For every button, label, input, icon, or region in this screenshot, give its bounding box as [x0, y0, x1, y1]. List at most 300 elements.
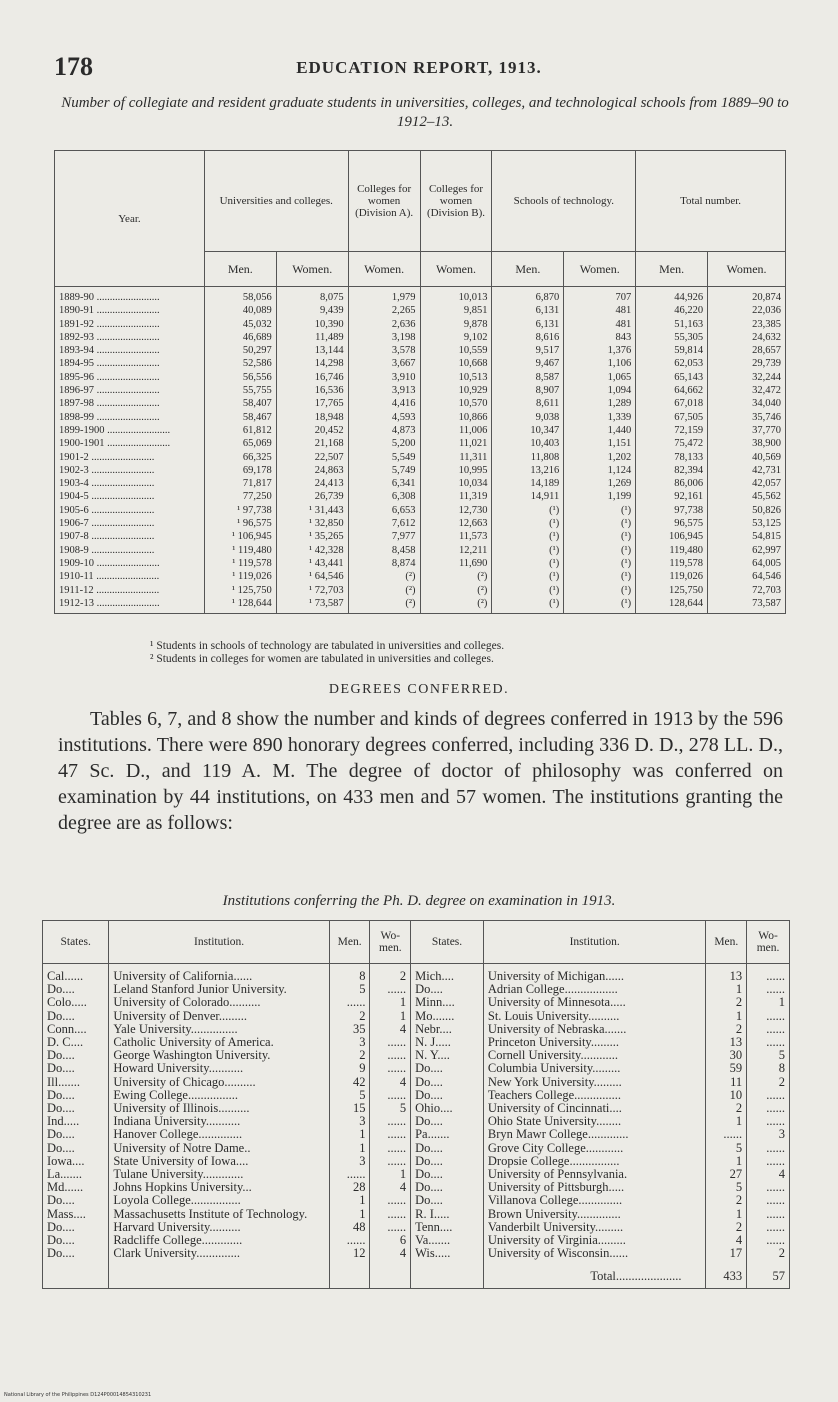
list-item: Do....: [47, 1102, 75, 1116]
phd-table: [42, 920, 790, 1289]
total-men-cell: 119,026: [636, 570, 708, 583]
univ-women-cell: 16,536: [276, 384, 348, 397]
colleges-a-women-cell: 2,265: [348, 304, 420, 317]
univ-women-cell: 22,507: [276, 451, 348, 464]
total-women-cell: 40,569: [708, 451, 786, 464]
list-item: University of Minnesota.....: [487, 996, 626, 1010]
list-item: Hanover College..............: [113, 1128, 243, 1142]
col-colleges-b: Colleges for women (Division B).: [420, 151, 492, 252]
list-item: Ohio State University........: [487, 1115, 622, 1129]
list-item: 13: [729, 970, 743, 983]
col-men: Men.: [329, 921, 370, 964]
total-men-cell: 92,161: [636, 490, 708, 503]
list-item: Harvard University..........: [113, 1220, 241, 1234]
list-item: 5: [399, 1102, 407, 1116]
tech-men-cell: (¹): [492, 597, 564, 614]
col-women: Women.: [276, 252, 348, 287]
tech-men-cell: (¹): [492, 544, 564, 557]
col-tech: Schools of technology.: [492, 151, 636, 252]
col-women: Women.: [348, 252, 420, 287]
univ-women-cell: 14,298: [276, 357, 348, 370]
univ-women-cell: ¹ 72,703: [276, 584, 348, 597]
univ-women-cell: 16,746: [276, 371, 348, 384]
list-item: 1: [359, 1128, 366, 1142]
list-item: Ill.......: [47, 1075, 80, 1089]
univ-women-cell: ¹ 42,328: [276, 544, 348, 557]
year-cell: 1912-13 ........................: [55, 597, 205, 614]
phd-table-row: [43, 964, 790, 1289]
list-item: Do....: [415, 1168, 443, 1182]
tech-men-cell: 9,467: [492, 357, 564, 370]
list-item: Johns Hopkins University...: [113, 1181, 252, 1195]
list-item: ......: [766, 970, 785, 983]
list-item: Do....: [47, 1220, 75, 1234]
list-item: Teachers College...............: [487, 1088, 621, 1102]
colleges-a-women-cell: 3,198: [348, 331, 420, 344]
list-item: 4: [778, 1168, 785, 1182]
list-item: 2: [735, 1194, 743, 1208]
col-women: Women.: [420, 252, 492, 287]
col-institution: Institution.: [109, 921, 329, 964]
univ-women-cell: 26,739: [276, 490, 348, 503]
list-item: 2: [778, 1247, 785, 1261]
year-cell: 1905-6 ........................: [55, 504, 205, 517]
list-item: Cornell University............: [487, 1049, 618, 1063]
left-women-cell: [370, 964, 411, 1289]
list-item: Do....: [47, 1049, 75, 1063]
right-institution-cell: [483, 964, 706, 1289]
table-row: [55, 477, 786, 490]
table-row: [55, 570, 786, 583]
univ-men-cell: 46,689: [204, 331, 276, 344]
total-women-cell: 42,057: [708, 477, 786, 490]
list-item: Columbia University.........: [487, 1062, 621, 1076]
list-item: Ewing College................: [113, 1088, 238, 1102]
list-item: ......: [766, 1154, 785, 1168]
list-item: Do....: [415, 1075, 443, 1089]
colleges-a-women-cell: 5,200: [348, 437, 420, 450]
tech-women-cell: 1,106: [564, 357, 636, 370]
list-item: State University of Iowa....: [113, 1154, 249, 1168]
list-item: Bryn Mawr College.............: [487, 1128, 629, 1142]
colleges-b-women-cell: (²): [420, 570, 492, 583]
list-item: ......: [766, 1088, 785, 1102]
list-item: ......: [387, 1128, 407, 1142]
colleges-a-women-cell: 5,549: [348, 451, 420, 464]
list-item: 1: [399, 1168, 407, 1182]
table-row: [55, 344, 786, 357]
colleges-b-women-cell: 10,570: [420, 397, 492, 410]
list-item: 1: [359, 1194, 366, 1208]
tech-women-cell: 1,440: [564, 424, 636, 437]
list-item: Do....: [415, 1088, 443, 1102]
tech-men-cell: 14,189: [492, 477, 564, 490]
univ-men-cell: 52,586: [204, 357, 276, 370]
total-women-cell: 22,036: [708, 304, 786, 317]
tech-women-cell: 1,339: [564, 411, 636, 424]
col-men: Men.: [204, 252, 276, 287]
spacer: [415, 1270, 479, 1283]
list-item: ......: [346, 996, 366, 1010]
list-item: La.......: [47, 1168, 83, 1182]
colleges-b-women-cell: 11,690: [420, 557, 492, 570]
table-row: [55, 584, 786, 597]
list-item: Adrian College.................: [487, 983, 618, 997]
year-cell: 1889-90 ........................: [55, 287, 205, 305]
list-item: University of Cincinnati....: [487, 1102, 622, 1116]
list-item: 28: [352, 1181, 366, 1195]
colleges-a-women-cell: 4,416: [348, 397, 420, 410]
univ-women-cell: 13,144: [276, 344, 348, 357]
list-item: Brown University..............: [487, 1207, 621, 1221]
total-women-cell: 34,040: [708, 397, 786, 410]
table-row: [55, 530, 786, 543]
list-item: Radcliffe College.............: [113, 1234, 243, 1248]
list-item: 2: [359, 1009, 366, 1023]
total-women: 57: [772, 1270, 785, 1284]
tech-men-cell: (¹): [492, 570, 564, 583]
list-item: Do....: [415, 1154, 443, 1168]
col-colleges-a: Colleges for women (Division A).: [348, 151, 420, 252]
tech-men-cell: 8,611: [492, 397, 564, 410]
tech-men-cell: (¹): [492, 504, 564, 517]
list-item: Do....: [47, 1247, 75, 1261]
tech-women-cell: 1,202: [564, 451, 636, 464]
colleges-a-women-cell: 3,578: [348, 344, 420, 357]
list-item: 2: [359, 1049, 366, 1063]
univ-women-cell: ¹ 64,546: [276, 570, 348, 583]
list-item: 8: [778, 1062, 785, 1076]
list-item: R. I.....: [415, 1207, 450, 1221]
tech-women-cell: 1,151: [564, 437, 636, 450]
list-item: University of Denver.........: [113, 1009, 247, 1023]
colleges-a-women-cell: 2,636: [348, 318, 420, 331]
list-item: Do....: [415, 1181, 443, 1195]
total-men-cell: 67,018: [636, 397, 708, 410]
list-item: ......: [387, 1194, 407, 1208]
total-women-cell: 24,632: [708, 331, 786, 344]
univ-men-cell: ¹ 106,945: [204, 530, 276, 543]
univ-men-cell: ¹ 119,026: [204, 570, 276, 583]
tech-women-cell: 1,289: [564, 397, 636, 410]
tech-women-cell: 1,269: [564, 477, 636, 490]
total-men: 433: [723, 1270, 743, 1284]
list-item: Ohio....: [415, 1102, 453, 1116]
tech-men-cell: 9,038: [492, 411, 564, 424]
colleges-a-women-cell: (²): [348, 597, 420, 614]
col-universities: Universities and colleges.: [204, 151, 348, 252]
total-women-cell: 32,472: [708, 384, 786, 397]
list-item: 1: [359, 1141, 366, 1155]
colleges-b-women-cell: 10,668: [420, 357, 492, 370]
tech-men-cell: 11,808: [492, 451, 564, 464]
list-item: 1: [359, 1207, 366, 1221]
year-cell: 1904-5 ........................: [55, 490, 205, 503]
list-item: 3: [778, 1128, 785, 1142]
univ-women-cell: 8,075: [276, 287, 348, 305]
list-item: ......: [387, 1115, 407, 1129]
colleges-b-women-cell: 9,878: [420, 318, 492, 331]
tech-women-cell: 481: [564, 318, 636, 331]
list-item: ......: [766, 1141, 785, 1155]
list-item: Do....: [47, 1194, 75, 1208]
total-men-cell: 65,143: [636, 371, 708, 384]
list-item: 4: [399, 1022, 407, 1036]
list-item: University of Illinois..........: [113, 1102, 250, 1116]
tech-men-cell: 14,911: [492, 490, 564, 503]
univ-women-cell: 17,765: [276, 397, 348, 410]
total-men-cell: 75,472: [636, 437, 708, 450]
total-women-cell: 50,826: [708, 504, 786, 517]
tech-women-cell: (¹): [564, 570, 636, 583]
total-men-cell: 86,006: [636, 477, 708, 490]
list-item: 13: [729, 1036, 743, 1050]
colleges-a-women-cell: 4,593: [348, 411, 420, 424]
table2-caption: Institutions conferring the Ph. D. degree on examination in 1913.: [222, 893, 616, 909]
tech-men-cell: 10,347: [492, 424, 564, 437]
list-item: ......: [766, 1181, 785, 1195]
tech-women-cell: 843: [564, 331, 636, 344]
colleges-a-women-cell: 7,612: [348, 517, 420, 530]
colleges-b-women-cell: (²): [420, 597, 492, 614]
list-item: 5: [735, 1141, 743, 1155]
total-women-cell: 64,546: [708, 570, 786, 583]
tech-women-cell: (¹): [564, 504, 636, 517]
univ-men-cell: 71,817: [204, 477, 276, 490]
colleges-a-women-cell: (²): [348, 570, 420, 583]
right-states-cell: [411, 964, 484, 1289]
col-states: States.: [43, 921, 109, 964]
list-item: 59: [729, 1062, 743, 1076]
list-item: Cal......: [47, 970, 84, 983]
univ-men-cell: 66,325: [204, 451, 276, 464]
section-paragraph: Tables 6, 7, and 8 show the number and kinds of degrees conferred in 1913 by the 596 institutions. There were 890 honorary degrees conferred, including 336 D. D., 278 LL. D., 47 Sc. D., and 119 A. M. The degree of doctor of philosophy was conferred on examination by 44 institutions, on 433 men and 57 women. The institutions granting the degree are as follows:: [58, 708, 783, 834]
year-cell: 1901-2 ........................: [55, 451, 205, 464]
univ-men-cell: ¹ 119,578: [204, 557, 276, 570]
table-row: [55, 331, 786, 344]
univ-men-cell: 61,812: [204, 424, 276, 437]
list-item: ......: [766, 1207, 785, 1221]
tech-men-cell: (¹): [492, 530, 564, 543]
total-women-cell: 62,997: [708, 544, 786, 557]
list-item: 5: [735, 1181, 743, 1195]
univ-men-cell: 56,556: [204, 371, 276, 384]
table-row: [55, 437, 786, 450]
list-item: 2: [735, 996, 743, 1010]
total-men-cell: 106,945: [636, 530, 708, 543]
tech-men-cell: 13,216: [492, 464, 564, 477]
univ-men-cell: 55,755: [204, 384, 276, 397]
list-item: Va.......: [415, 1234, 451, 1248]
tech-men-cell: 8,907: [492, 384, 564, 397]
univ-men-cell: 58,407: [204, 397, 276, 410]
col-women: Women.: [708, 252, 786, 287]
tech-men-cell: 8,587: [492, 371, 564, 384]
colleges-a-women-cell: 6,653: [348, 504, 420, 517]
tech-women-cell: 1,094: [564, 384, 636, 397]
col-year: Year.: [55, 151, 205, 287]
table-row: [55, 557, 786, 570]
list-item: Mich....: [415, 970, 454, 983]
list-item: Tulane University.............: [113, 1168, 244, 1182]
total-men-cell: 64,662: [636, 384, 708, 397]
right-women-cell: [747, 964, 790, 1289]
total-men-cell: 128,644: [636, 597, 708, 614]
list-item: University of Notre Dame..: [113, 1141, 251, 1155]
list-item: University of Pittsburgh.....: [487, 1181, 625, 1195]
list-item: Md......: [47, 1181, 84, 1195]
list-item: 30: [729, 1049, 743, 1063]
list-item: ......: [387, 1036, 407, 1050]
total-women-cell: 37,770: [708, 424, 786, 437]
list-item: 48: [352, 1220, 366, 1234]
year-cell: 1890-91 ........................: [55, 304, 205, 317]
univ-men-cell: 65,069: [204, 437, 276, 450]
col-women: Wo-men.: [747, 921, 790, 964]
list-item: 8: [359, 970, 366, 983]
list-item: 5: [778, 1049, 785, 1063]
list-item: 2: [399, 970, 407, 983]
list-item: Leland Stanford Junior University.: [113, 983, 287, 997]
list-item: Loyola College................: [113, 1194, 241, 1208]
univ-men-cell: 69,178: [204, 464, 276, 477]
tech-women-cell: 481: [564, 304, 636, 317]
total-men-cell: 82,394: [636, 464, 708, 477]
total-men-cell: 125,750: [636, 584, 708, 597]
list-item: Do....: [415, 1115, 443, 1129]
univ-women-cell: ¹ 31,443: [276, 504, 348, 517]
colleges-b-women-cell: 12,663: [420, 517, 492, 530]
list-item: 1: [735, 983, 743, 997]
list-item: 10: [729, 1088, 743, 1102]
univ-men-cell: 50,297: [204, 344, 276, 357]
tech-women-cell: (¹): [564, 530, 636, 543]
list-item: Do....: [47, 1141, 75, 1155]
list-item: ......: [346, 1168, 366, 1182]
total-women-cell: 64,005: [708, 557, 786, 570]
colleges-b-women-cell: 10,559: [420, 344, 492, 357]
year-cell: 1897-98 ........................: [55, 397, 205, 410]
colleges-b-women-cell: 10,513: [420, 371, 492, 384]
list-item: Tenn....: [415, 1220, 453, 1234]
list-item: Do....: [47, 1088, 75, 1102]
list-item: ......: [766, 983, 785, 997]
list-item: 1: [735, 1009, 743, 1023]
year-cell: 1899-1900 ........................: [55, 424, 205, 437]
tech-men-cell: 6,131: [492, 318, 564, 331]
col-men: Men.: [706, 921, 747, 964]
list-item: Pa.......: [415, 1128, 450, 1142]
list-item: Do....: [47, 1062, 75, 1076]
colleges-b-women-cell: 10,929: [420, 384, 492, 397]
tech-men-cell: 8,616: [492, 331, 564, 344]
tech-men-cell: (¹): [492, 557, 564, 570]
col-men: Men.: [492, 252, 564, 287]
year-cell: 1906-7 ........................: [55, 517, 205, 530]
total-women-cell: 32,244: [708, 371, 786, 384]
table-row: [55, 597, 786, 614]
list-item: ......: [766, 1102, 785, 1116]
list-item: 3: [359, 1115, 366, 1129]
list-item: 11: [730, 1075, 743, 1089]
total-women-cell: 45,562: [708, 490, 786, 503]
total-women-cell: 38,900: [708, 437, 786, 450]
colleges-b-women-cell: 12,211: [420, 544, 492, 557]
table-row: [55, 384, 786, 397]
list-item: 17: [729, 1247, 743, 1261]
running-head: EDUCATION REPORT, 1913.: [296, 58, 542, 77]
univ-men-cell: 77,250: [204, 490, 276, 503]
list-item: University of Wisconsin......: [487, 1247, 629, 1261]
total-men-cell: 55,305: [636, 331, 708, 344]
list-item: Mo.......: [415, 1009, 455, 1023]
list-item: Dropsie College................: [487, 1154, 620, 1168]
colleges-a-women-cell: 5,749: [348, 464, 420, 477]
table-row: [55, 397, 786, 410]
list-item: ......: [387, 1141, 407, 1155]
list-item: 12: [352, 1247, 366, 1261]
table-row: [55, 451, 786, 464]
univ-women-cell: 18,948: [276, 411, 348, 424]
list-item: Vanderbilt University.........: [487, 1220, 624, 1234]
left-institution-cell: [109, 964, 329, 1289]
list-item: University of Virginia.........: [487, 1234, 626, 1248]
colleges-b-women-cell: 11,319: [420, 490, 492, 503]
univ-men-cell: ¹ 96,575: [204, 517, 276, 530]
year-cell: 1893-94 ........................: [55, 344, 205, 357]
univ-women-cell: 9,439: [276, 304, 348, 317]
list-item: 5: [359, 983, 366, 997]
tech-women-cell: (¹): [564, 517, 636, 530]
table-row: [55, 371, 786, 384]
univ-men-cell: 40,089: [204, 304, 276, 317]
colleges-b-women-cell: 11,311: [420, 451, 492, 464]
list-item: 3: [359, 1036, 366, 1050]
list-item: ......: [766, 1009, 785, 1023]
scan-id: National Library of the Philippines D124P00014854310231: [4, 1392, 152, 1398]
total-men-cell: 62,053: [636, 357, 708, 370]
table-row: [55, 318, 786, 331]
list-item: University of Michigan......: [487, 970, 624, 983]
univ-men-cell: ¹ 119,480: [204, 544, 276, 557]
list-item: 35: [352, 1022, 366, 1036]
table1-footnotes: [150, 640, 504, 666]
colleges-b-women-cell: 10,866: [420, 411, 492, 424]
total-women-cell: 29,739: [708, 357, 786, 370]
page-header: [54, 52, 784, 86]
list-item: ......: [766, 1194, 785, 1208]
univ-men-cell: 58,467: [204, 411, 276, 424]
list-item: 2: [778, 1075, 785, 1089]
total-women-cell: 53,125: [708, 517, 786, 530]
list-item: ......: [766, 1036, 785, 1050]
tech-women-cell: (¹): [564, 557, 636, 570]
total-women-cell: 42,731: [708, 464, 786, 477]
list-item: 9: [359, 1062, 366, 1076]
list-item: 42: [352, 1075, 366, 1089]
students-table: [54, 150, 786, 614]
list-item: ......: [387, 1207, 407, 1221]
colleges-a-women-cell: (²): [348, 584, 420, 597]
list-item: N. Y....: [415, 1049, 450, 1063]
footnote: ¹ Students in schools of technology are tabulated in universities and colleges.: [150, 640, 505, 652]
list-item: 2: [735, 1022, 743, 1036]
tech-women-cell: 1,199: [564, 490, 636, 503]
list-item: New York University.........: [487, 1075, 622, 1089]
list-item: 4: [399, 1075, 407, 1089]
univ-women-cell: 24,863: [276, 464, 348, 477]
tech-men-cell: 9,517: [492, 344, 564, 357]
